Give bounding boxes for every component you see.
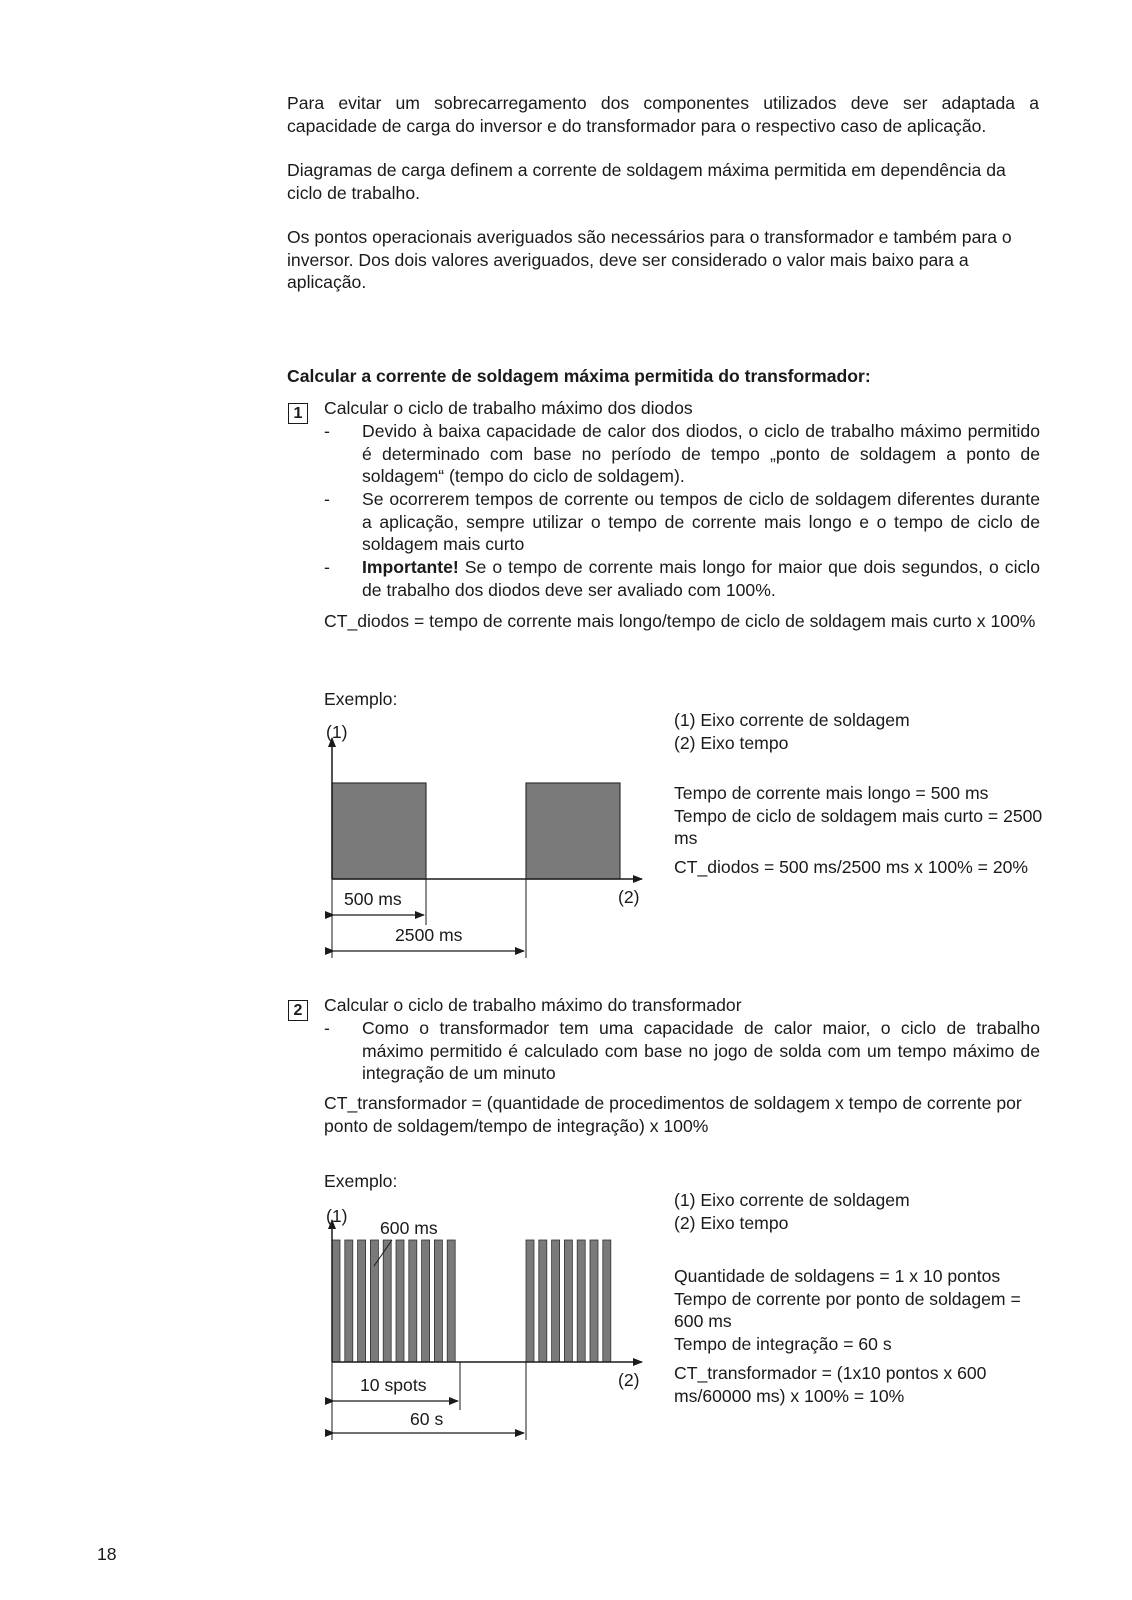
step1-legend: [674, 709, 1046, 754]
dim-label-long: 60 s: [410, 1409, 444, 1429]
duty-cycle-diagram-transformer: [320, 1198, 660, 1448]
step2-bullet-1: [324, 1017, 1040, 1085]
x-axis-label: (2): [618, 1370, 640, 1390]
x-axis-label: (2): [618, 887, 640, 907]
spot-pulse: [564, 1240, 572, 1362]
shortest-cycle-time: Tempo de ciclo de soldagem mais curto = 2500 ms: [674, 805, 1048, 848]
step1-example-label: Exemplo:: [324, 689, 398, 709]
legend-axis-2: (2) Eixo tempo: [674, 732, 789, 753]
step2-values: [674, 1265, 1046, 1355]
spot-pulse: [552, 1240, 560, 1362]
important-label: Importante!: [362, 557, 459, 577]
current-pulse-1: [332, 783, 426, 879]
legend-axis-1: (1) Eixo corrente de soldagem: [674, 1190, 910, 1210]
spot-pulse: [332, 1240, 340, 1362]
step2-example-label: Exemplo:: [324, 1171, 398, 1191]
spot-pulse: [396, 1240, 404, 1362]
step1-values: [674, 782, 1046, 850]
bullet-text: Devido à baixa capacidade de calor dos diodos, o ciclo de trabalho máximo permitido é determinado com base no período de tempo „ponto de soldagem a ponto de soldagem“ (tempo do ciclo de soldagem).: [362, 421, 1040, 486]
duty-cycle-diagram-diodes: [320, 716, 660, 966]
spot-pulse: [434, 1240, 442, 1362]
legend-axis-2: (2) Eixo tempo: [674, 1212, 789, 1233]
bullet-text-rest: Se o tempo de corrente mais longo for maior que dois segundos, o ciclo de trabalho dos diodos deve ser avaliado com 100%.: [362, 557, 1040, 600]
number-of-welds: Quantidade de soldagens = 1 x 10 pontos: [674, 1266, 1001, 1286]
bullet-dash: -: [324, 421, 330, 441]
spot-pulse: [370, 1240, 378, 1362]
step-number-1: 1: [288, 403, 308, 424]
legend-axis-1: (1) Eixo corrente de soldagem: [674, 710, 910, 730]
step-number-2: 2: [288, 1000, 308, 1021]
step1-formula: CT_diodos = tempo de corrente mais longo/tempo de ciclo de soldagem mais curto x 100%: [324, 611, 1036, 631]
spot-pulse: [603, 1240, 611, 1362]
page-number: 18: [97, 1544, 117, 1564]
spot-pulse: [358, 1240, 366, 1362]
spot-pulse: [577, 1240, 585, 1362]
pulse-width-label: 600 ms: [380, 1218, 438, 1238]
step2-result: CT_transformador = (1x10 pontos x 600 ms/60000 ms) x 100% = 10%: [674, 1363, 987, 1406]
intro-paragraph-3: Os pontos operacionais averiguados são necessários para o transformador e também para o inversor. Dos dois valores averiguados, deve ser considerado o valor mais baixo para a aplicação.: [287, 227, 1012, 292]
spot-pulse: [383, 1240, 391, 1362]
step1-bullet-1: [324, 420, 1040, 488]
y-axis-label: (1): [326, 722, 348, 742]
spot-pulse: [526, 1240, 534, 1362]
step2-formula: CT_transformador = (quantidade de procedimentos de soldagem x tempo de corrente por ponto de soldagem/tempo de integração) x 100%: [324, 1093, 1022, 1136]
bullet-dash: -: [324, 489, 330, 509]
step1-result: CT_diodos = 500 ms/2500 ms x 100% = 20%: [674, 857, 1029, 877]
current-time-per-spot: Tempo de corrente por ponto de soldagem = 600 ms: [674, 1288, 1026, 1331]
y-axis-label: (1): [326, 1206, 348, 1226]
current-pulse-2: [526, 783, 620, 879]
dim-label-short: 500 ms: [344, 889, 402, 909]
spot-pulse: [345, 1240, 353, 1362]
step2-title: Calcular o ciclo de trabalho máximo do transformador: [324, 995, 742, 1015]
step1-bullet-3: [324, 556, 1040, 602]
dim-label-short: 10 spots: [360, 1375, 427, 1395]
spot-pulse: [447, 1240, 455, 1362]
bullet-text: Se ocorrerem tempos de corrente ou tempos de ciclo de soldagem diferentes durante a aplicação, sempre utilizar o tempo de corrente mais longo e o tempo de ciclo de soldagem mais curto: [362, 489, 1040, 554]
intro-paragraph-2: Diagramas de carga definem a corrente de soldagem máxima permitida em dependência da ciclo de trabalho.: [287, 160, 1006, 203]
step2-legend: [674, 1189, 1046, 1234]
spot-pulse: [409, 1240, 417, 1362]
spot-pulse: [590, 1240, 598, 1362]
integration-time: Tempo de integração = 60 s: [674, 1333, 892, 1354]
bullet-dash: -: [324, 1018, 330, 1038]
bullet-dash: -: [324, 557, 330, 577]
bullet-text: [362, 556, 1040, 601]
spot-pulses: [332, 1240, 611, 1362]
spot-pulse: [539, 1240, 547, 1362]
spot-pulse: [422, 1240, 430, 1362]
section-heading: Calcular a corrente de soldagem máxima permitida do transformador:: [287, 366, 871, 386]
dim-label-long: 2500 ms: [395, 925, 463, 945]
longest-current-time: Tempo de corrente mais longo = 500 ms: [674, 783, 989, 803]
intro-paragraph-1: Para evitar um sobrecarregamento dos componentes utilizados deve ser adaptada a capacidade de carga do inversor e do transformador para o respectivo caso de aplicação.: [287, 93, 1039, 136]
bullet-text: Como o transformador tem uma capacidade de calor maior, o ciclo de trabalho máximo permitido é calculado com base no jogo de solda com um tempo máximo de integração de um minuto: [362, 1018, 1040, 1083]
step1-title: Calcular o ciclo de trabalho máximo dos diodos: [324, 398, 693, 418]
step1-bullet-2: [324, 488, 1040, 556]
